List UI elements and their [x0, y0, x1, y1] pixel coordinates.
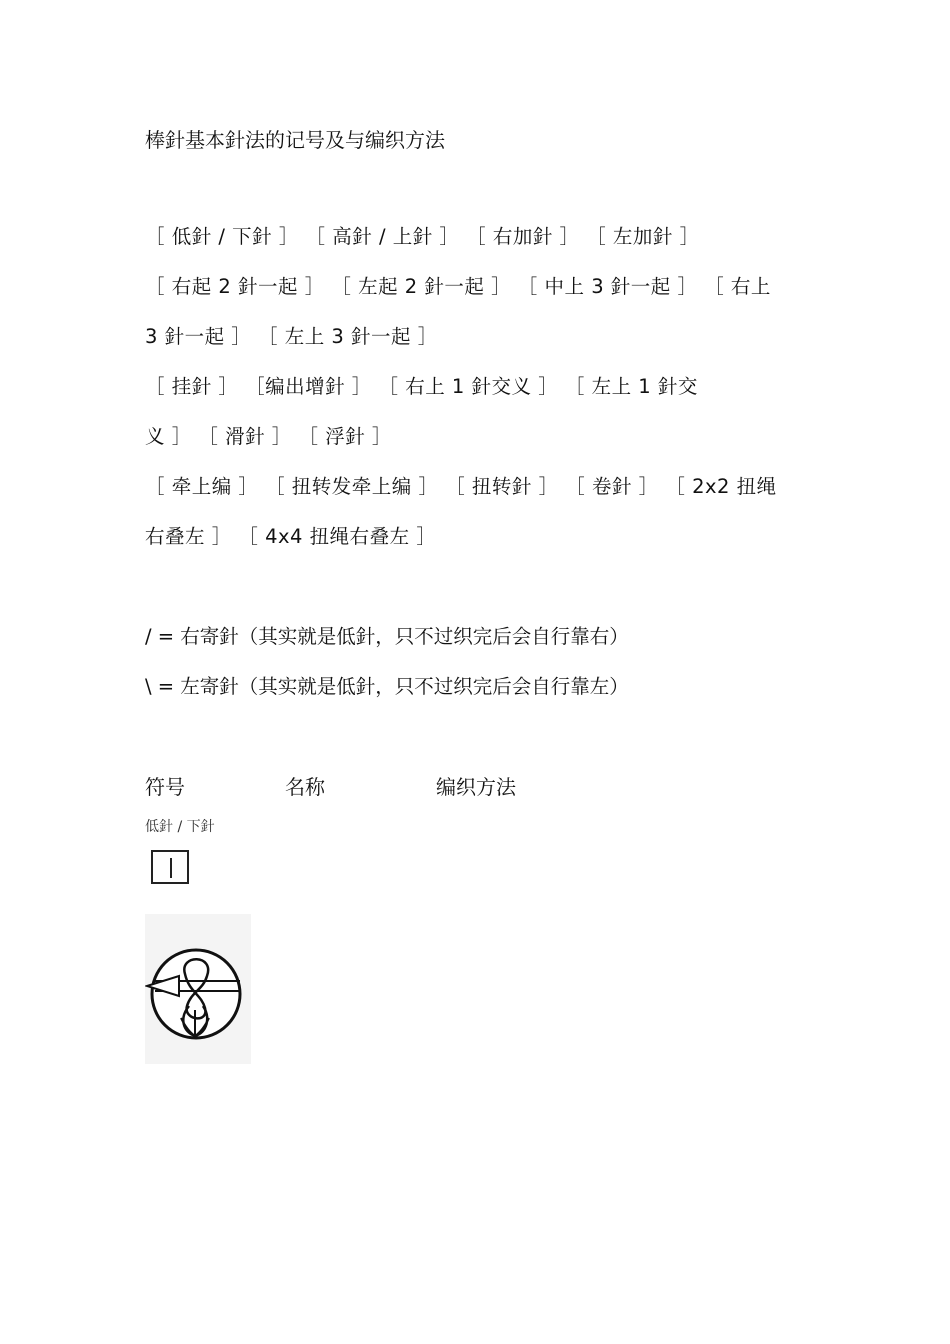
- symbols-line: 义 ］ ［ 滑針 ］ ［ 浮針 ］: [145, 425, 392, 448]
- symbols-paragraph-3: [145, 362, 810, 462]
- symbols-line: ［ 低針 / 下針 ］ ［ 高針 / 上針 ］ ［ 右加針 ］ ［ 左加針 ］: [145, 225, 700, 248]
- symbols-line: ［ 右起 2 針一起 ］ ［ 左起 2 針一起 ］ ［ 中上 3 針一起 ］ ［ 右上: [145, 275, 771, 298]
- entry-label: 低針 / 下針: [145, 819, 215, 835]
- symbols-paragraph-2: [145, 262, 810, 362]
- header-name: 名称: [285, 775, 325, 799]
- symbols-paragraph-1: [145, 212, 810, 262]
- symbols-line: 右叠左 ］ ［ 4x4 扭绳右叠左 ］: [145, 525, 437, 548]
- symbols-paragraph-4: [145, 462, 810, 562]
- symbols-line: 3 針一起 ］ ［ 左上 3 針一起 ］: [145, 325, 438, 348]
- header-symbol: 符号: [145, 775, 185, 799]
- page-title: 棒針基本針法的记号及与编织方法: [145, 128, 445, 152]
- knit-stitch-illustration-icon: [145, 914, 251, 1064]
- symbols-line: ［ 牵上编 ］ ［ 扭转发牵上编 ］ ［ 扭转針 ］ ［ 卷針 ］ ［ 2x2 扭绳: [145, 475, 777, 498]
- note-right-lean: / = 右寄針（其实就是低針，只不过织完后会自行靠右）: [145, 625, 629, 648]
- symbols-line: ［ 挂針 ］ ［编出增針 ］ ［ 右上 1 針交义 ］ ［ 左上 1 針交: [145, 375, 698, 398]
- header-method: 编织方法: [436, 775, 516, 799]
- knit-stitch-symbol-icon: [151, 850, 189, 884]
- note-left-lean: \ = 左寄針（其实就是低針，只不过织完后会自行靠左）: [145, 675, 629, 698]
